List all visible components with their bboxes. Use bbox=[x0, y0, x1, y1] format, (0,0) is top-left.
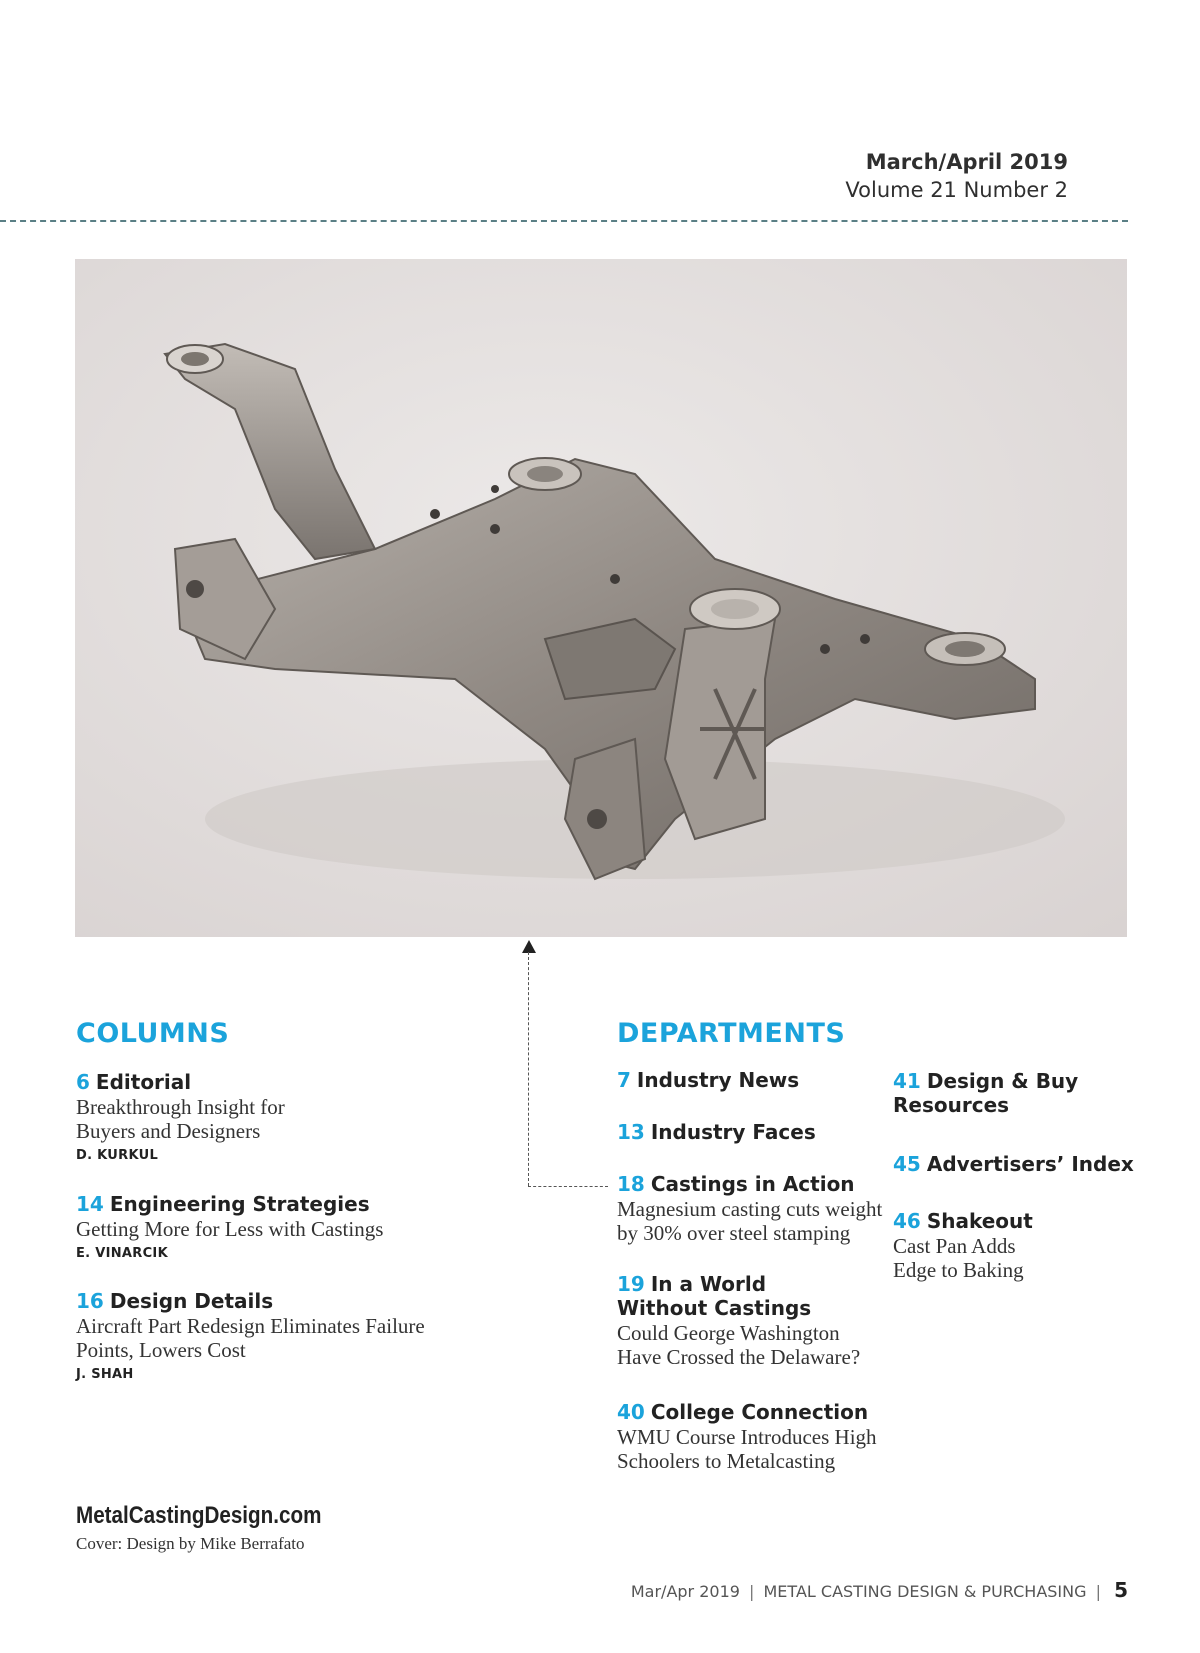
entry-title: Design Details bbox=[109, 1289, 274, 1313]
entry-description: Points, Lowers Cost bbox=[76, 1338, 246, 1362]
cover-credit: Cover: Design by Mike Berrafato bbox=[76, 1534, 305, 1553]
entry-description: Magnesium casting cuts weight bbox=[617, 1197, 883, 1221]
toc-entry-advertisers-index[interactable] bbox=[893, 1152, 1134, 1176]
footer-separator: | bbox=[749, 1582, 755, 1601]
entry-description: Buyers and Designers bbox=[76, 1119, 261, 1143]
entry-description: WMU Course Introduces High bbox=[617, 1425, 877, 1449]
departments-heading: DEPARTMENTS bbox=[617, 1018, 846, 1049]
page-number: 41 bbox=[893, 1069, 921, 1093]
entry-title-continued: Without Castings bbox=[617, 1296, 812, 1320]
entry-author: E. VINARCIK bbox=[76, 1246, 168, 1261]
entry-title: Design & Buy bbox=[926, 1069, 1079, 1093]
entry-title: Engineering Strategies bbox=[109, 1192, 370, 1216]
toc-entry-editorial[interactable] bbox=[76, 1070, 285, 1163]
cover-pointer-line bbox=[528, 952, 529, 1186]
entry-description: Cast Pan Adds bbox=[893, 1234, 1016, 1258]
toc-entry-design-buy-resources[interactable] bbox=[893, 1069, 1078, 1117]
page-number-footer: 5 bbox=[1114, 1578, 1128, 1602]
page-number: 45 bbox=[893, 1152, 921, 1176]
entry-title: Editorial bbox=[95, 1070, 192, 1094]
entry-description: Breakthrough Insight for bbox=[76, 1095, 285, 1119]
toc-entry-world-without-castings[interactable] bbox=[617, 1272, 860, 1369]
toc-entry-castings-in-action[interactable] bbox=[617, 1172, 882, 1245]
footer-issue: Mar/Apr 2019 bbox=[630, 1582, 740, 1601]
entry-title: Advertisers’ Index bbox=[926, 1152, 1134, 1176]
entry-title-continued: Resources bbox=[893, 1093, 1010, 1117]
toc-entry-industry-news[interactable] bbox=[617, 1068, 799, 1092]
cover-pointer-connector bbox=[528, 1186, 608, 1187]
toc-entry-engineering-strategies[interactable] bbox=[76, 1192, 383, 1261]
entry-title: College Connection bbox=[650, 1400, 869, 1424]
entry-description: by 30% over steel stamping bbox=[617, 1221, 851, 1245]
entry-description: Edge to Baking bbox=[893, 1258, 1024, 1282]
entry-title: In a World bbox=[650, 1272, 767, 1296]
website-link[interactable]: MetalCastingDesign.com bbox=[76, 1502, 322, 1529]
page-number: 40 bbox=[617, 1400, 645, 1424]
page-footer bbox=[631, 1578, 1128, 1602]
page-number: 13 bbox=[617, 1120, 645, 1144]
entry-author: J. SHAH bbox=[76, 1367, 134, 1382]
header-divider bbox=[0, 220, 1128, 222]
entry-description: Aircraft Part Redesign Eliminates Failure bbox=[76, 1314, 425, 1338]
footer-separator: | bbox=[1095, 1582, 1101, 1601]
toc-entry-design-details[interactable] bbox=[76, 1289, 425, 1382]
entry-title: Castings in Action bbox=[650, 1172, 855, 1196]
entry-description: Could George Washington bbox=[617, 1321, 840, 1345]
footer-magazine: METAL CASTING DESIGN & PURCHASING bbox=[763, 1582, 1087, 1601]
toc-entry-shakeout[interactable] bbox=[893, 1209, 1033, 1282]
page-number: 19 bbox=[617, 1272, 645, 1296]
page-number: 7 bbox=[617, 1068, 631, 1092]
issue-volume: Volume 21 Number 2 bbox=[845, 178, 1068, 202]
toc-entry-college-connection[interactable] bbox=[617, 1400, 877, 1473]
page-number: 14 bbox=[76, 1192, 104, 1216]
page-number: 6 bbox=[76, 1070, 90, 1094]
cover-photo bbox=[75, 259, 1127, 937]
page-number: 16 bbox=[76, 1289, 104, 1313]
issue-date: March/April 2019 bbox=[865, 150, 1068, 174]
page-number: 18 bbox=[617, 1172, 645, 1196]
columns-heading: COLUMNS bbox=[76, 1018, 230, 1049]
entry-author: D. KURKUL bbox=[76, 1148, 159, 1163]
page-number: 46 bbox=[893, 1209, 921, 1233]
arrow-up-icon bbox=[522, 940, 536, 953]
entry-description: Schoolers to Metalcasting bbox=[617, 1449, 836, 1473]
entry-title: Shakeout bbox=[926, 1209, 1033, 1233]
entry-description: Have Crossed the Delaware? bbox=[617, 1345, 861, 1369]
entry-title: Industry News bbox=[636, 1068, 800, 1092]
toc-entry-industry-faces[interactable] bbox=[617, 1120, 816, 1144]
entry-description: Getting More for Less with Castings bbox=[76, 1217, 384, 1241]
entry-title: Industry Faces bbox=[650, 1120, 816, 1144]
